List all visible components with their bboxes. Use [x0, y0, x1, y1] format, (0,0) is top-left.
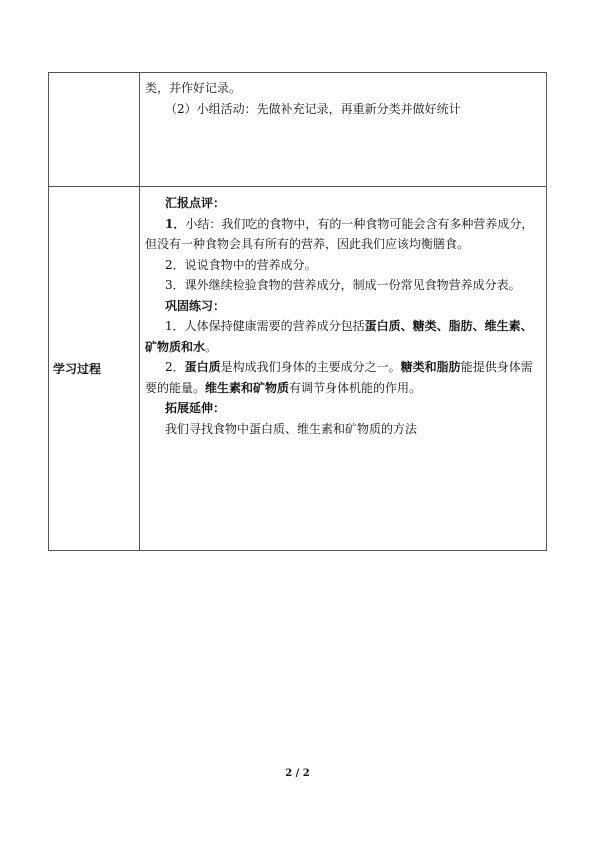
summary-line: 1．小结：我们吃的食物中，有的一种食物可能会含有多种营养成分， — [165, 216, 534, 231]
practice-heading: 巩固练习： — [165, 298, 226, 313]
label-cell — [49, 187, 140, 551]
bold-term: 糖类和脂肪 — [400, 360, 461, 374]
table-row — [49, 73, 547, 187]
bold-term: 蛋白质、糖类、脂肪、维生素、 — [364, 319, 533, 333]
extend-heading: 拓展延伸： — [165, 401, 226, 415]
exercise-line: 矿物质和水。 — [145, 339, 218, 354]
bold-term: 矿物质和水 — [145, 339, 206, 354]
list-item: 2．说说食物中的营养成分。 — [165, 257, 317, 272]
exercise-line: 2．蛋白质是构成我们身体的主要成分之一。糖类和脂肪能提供身体需 — [165, 360, 533, 374]
bold-term: 蛋白质 — [184, 360, 221, 374]
text-line: （2）小组活动：先做补充记录，再重新分类并做好统计 — [165, 101, 461, 116]
empty-label-cell — [49, 73, 140, 187]
summary-line: 但没有一种食物会具有所有的营养，因此我们应该均衡膳食。 — [145, 237, 470, 251]
content-cell — [140, 73, 547, 187]
bold-term: 维生素和矿物质 — [205, 380, 290, 395]
summary-number: 1． — [165, 216, 186, 231]
report-heading: 汇报点评： — [165, 196, 226, 210]
exercise-line: 要的能量。维生素和矿物质有调节身体机能的作用。 — [145, 380, 422, 395]
page-number: 2 / 2 — [285, 768, 310, 779]
list-item: 3．课外继续检验食物的营养成分，制成一份常见食物营养成分表。 — [165, 278, 521, 292]
table-row — [49, 187, 547, 551]
extend-text: 我们寻找食物中蛋白质、维生素和矿物质的方法 — [165, 421, 418, 436]
content-cell — [140, 187, 547, 551]
lesson-table — [48, 72, 547, 551]
text-line: 类，并作好记录。 — [145, 81, 242, 95]
section-label: 学习过程 — [53, 362, 102, 376]
exercise-line: 1．人体保持健康需要的营养成分包括蛋白质、糖类、脂肪、维生素、 — [165, 319, 533, 333]
